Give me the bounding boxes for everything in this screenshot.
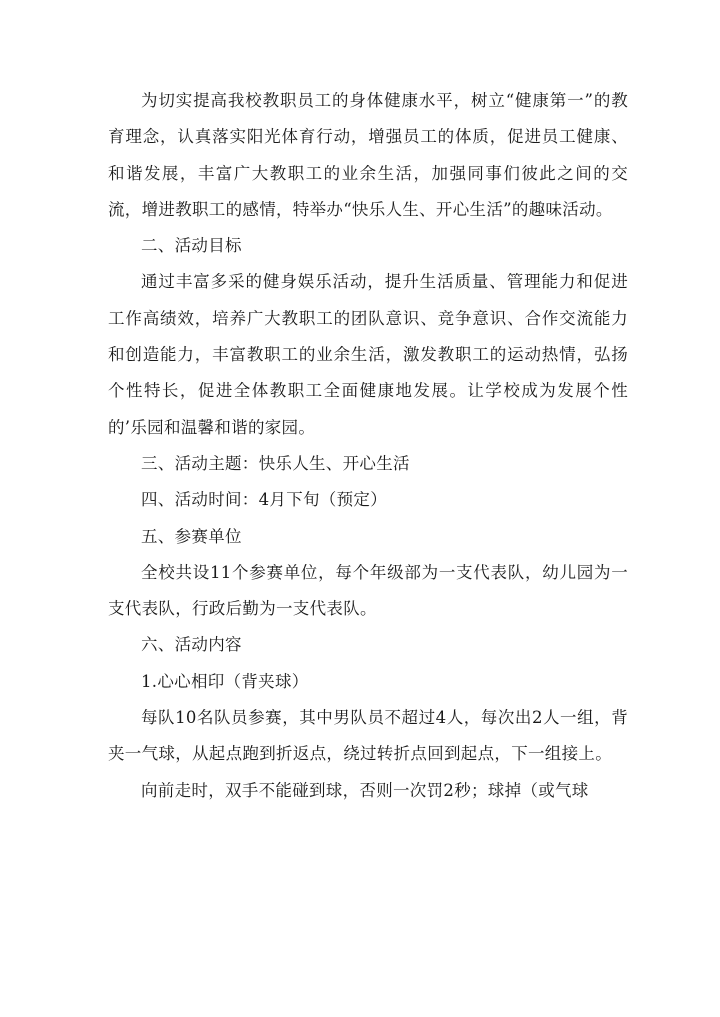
section-heading-theme: 三、活动主题：快乐人生、开心生活 (141, 453, 410, 473)
section-heading-time: 四、活动时间：4月下旬（预定） (141, 490, 387, 510)
goals-paragraph: 通过丰富多采的健身娱乐活动，提升生活质量、管理能力和促进工作高绩效，培养广大教职工的团队意识、竞争意识、合作交流能力和创造能力，丰富教职工的业余生活，激发教职工的运动热情，弘扬个性特长，促进全体教职工全面健康地发展。让学校成为发展个性的’乐园和温馨和谐的家园。 (108, 272, 628, 437)
section-heading-participants: 五、参赛单位 (141, 526, 242, 546)
participants-paragraph: 全校共设11个参赛单位，每个年级部为一支代表队，幼儿园为一支代表队，行政后勤为一支代表队。 (108, 562, 628, 619)
section-heading-goals: 二、活动目标 (141, 236, 242, 256)
activity-title: 1.心心相印（背夹球） (141, 671, 309, 691)
activity-penalty-paragraph: 向前走时，双手不能碰到球，否则一次罚2秒；球掉（或气球 (141, 780, 589, 800)
intro-paragraph: 为切实提高我校教职员工的身体健康水平，树立“健康第一”的教育理念，认真落实阳光体育行动，增强员工的体质，促进员工健康、和谐发展，丰富广大教职工的业余生活，加强同事们彼此之间的交流，增进教职工的感情，特举办“快乐人生、开心生活”的趣味活动。 (108, 91, 628, 219)
document-body (108, 83, 628, 809)
section-heading-content: 六、活动内容 (141, 635, 242, 655)
activity-rules-paragraph: 每队10名队员参赛，其中男队员不超过4人，每次出2人一组，背夹一气球，从起点跑到折返点，绕过转折点回到起点，下一组接上。 (108, 708, 628, 764)
